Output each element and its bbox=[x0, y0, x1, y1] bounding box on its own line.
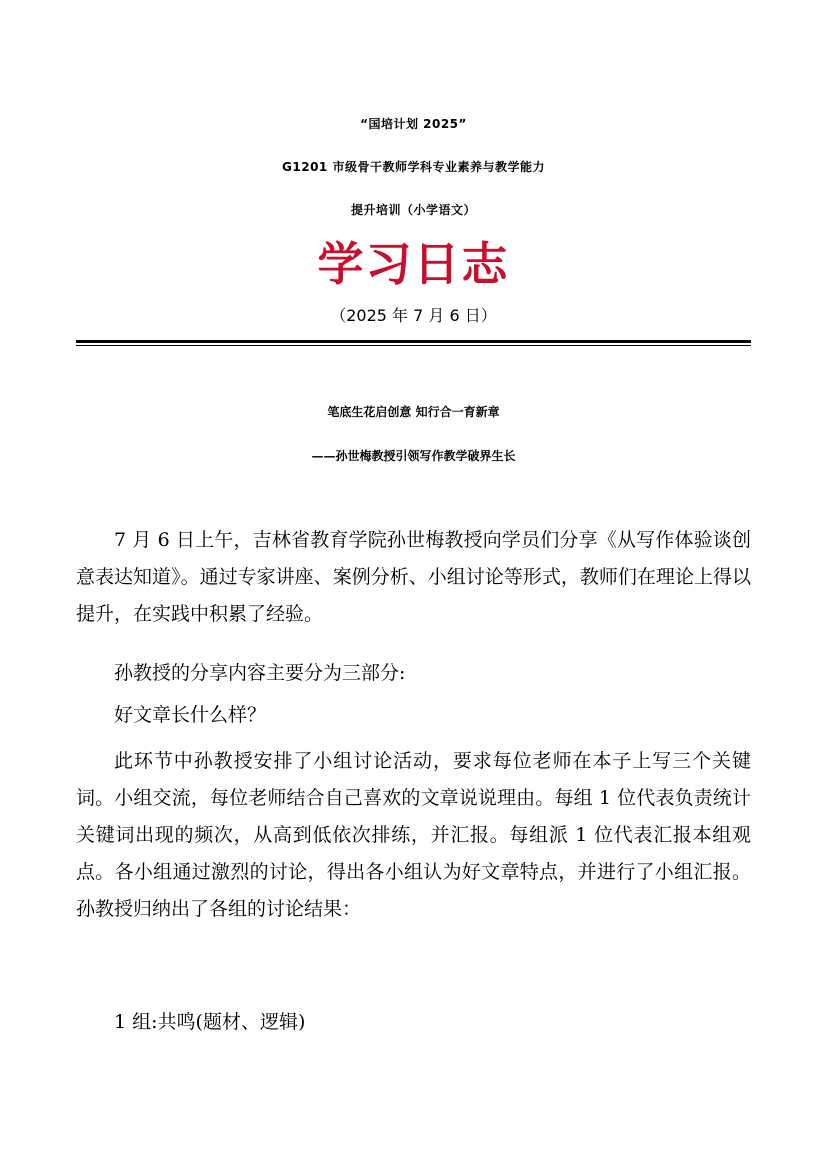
article-title: 笔底生花启创意 知行合一育新章 bbox=[327, 405, 500, 419]
section-heading: 好文章长什么样？ bbox=[114, 704, 267, 726]
page-title: 学习日志 bbox=[317, 237, 510, 291]
date-line: （2025 年 7 月 6 日） bbox=[330, 306, 497, 325]
paragraph-discussion: 此环节中孙教授安排了小组讨论活动，要求每位老师在本子上写三个关键词。小组交流，每位老师结合自己喜欢的文章说说理由。每组 1 位代表负责统计关键词出现的频次，从高到低依次排练，并汇报。每组派 1 位代表汇报本组观点。各小组通过激烈的讨论，得出各小组认为好文章特点，并进行了小组汇报。孙教授归纳出了各组的讨论结果： bbox=[76, 750, 751, 920]
divider-thick bbox=[76, 340, 751, 343]
header-course-subtitle: 提升培训（小学语文） bbox=[350, 203, 476, 217]
divider-thin bbox=[76, 345, 751, 346]
article-subtitle: ——孙世梅教授引领写作教学破界生长 bbox=[311, 449, 516, 463]
list-item-group-1: 1 组:共鸣(题材、逻辑) bbox=[114, 1011, 306, 1033]
paragraph-intro: 7 月 6 日上午，吉林省教育学院孙世梅教授向学员们分享《从写作体验谈创意表达知道》。通过专家讲座、案例分析、小组讨论等形式，教师们在理论上得以提升，在实践中积累了经验。 bbox=[76, 529, 751, 625]
header-program-name: “国培计划 2025” bbox=[360, 117, 467, 131]
paragraph-outline: 孙教授的分享内容主要分为三部分: bbox=[114, 662, 406, 684]
header-course-name: G1201 市级骨干教师学科专业素养与教学能力 bbox=[282, 160, 545, 174]
